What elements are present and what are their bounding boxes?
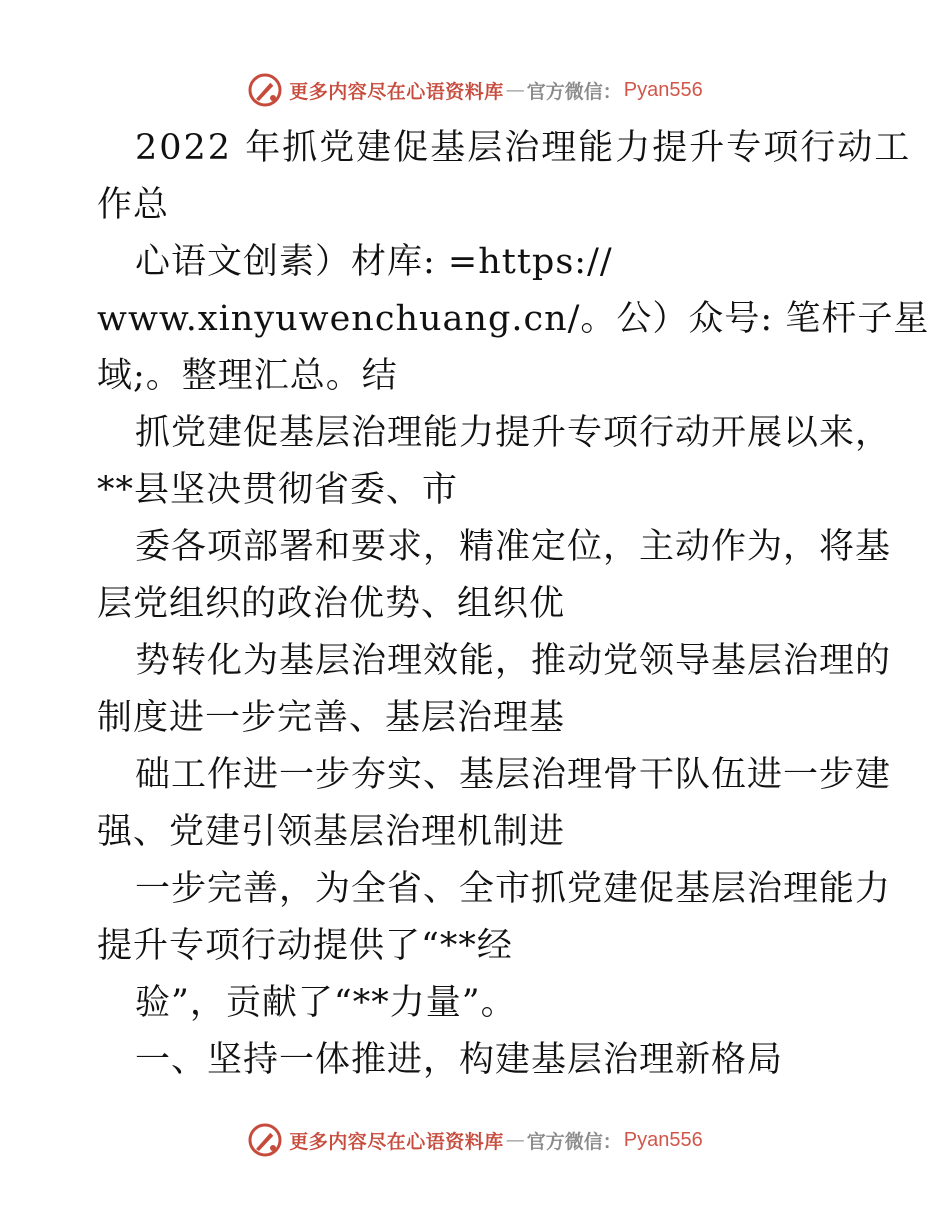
doc-line: 提升专项行动提供了“**经 bbox=[97, 926, 513, 966]
doc-line: 一步完善，为全省、全市抓党建促基层治理能力 bbox=[135, 869, 892, 909]
footer-watermark bbox=[0, 1120, 950, 1160]
watermark-wechat-id: Pyan556 bbox=[623, 1128, 703, 1151]
doc-line: 委各项部署和要求，精准定位，主动作为，将基 bbox=[135, 527, 892, 567]
watermark-separator: — bbox=[505, 1129, 525, 1151]
watermark-separator: — bbox=[505, 79, 525, 101]
doc-line: 势转化为基层治理效能，推动党领导基层治理的 bbox=[135, 641, 892, 681]
section-heading: 一、坚持一体推进，构建基层治理新格局 bbox=[135, 1040, 784, 1080]
doc-line: 制度进一步完善、基层治理基 bbox=[97, 698, 566, 738]
watermark-wechat-label: 官方微信： bbox=[526, 1130, 622, 1153]
doc-line: 心语文创素）材库: =https:// bbox=[135, 242, 613, 282]
document-body bbox=[97, 120, 930, 1089]
doc-title-line-cont: 作总 bbox=[97, 185, 170, 225]
watermark-library-text: 更多内容尽在心语资料库 bbox=[289, 80, 504, 103]
doc-line: 层党组织的政治优势、组织优 bbox=[97, 584, 566, 624]
header-watermark bbox=[0, 70, 950, 110]
watermark-wechat-label: 官方微信： bbox=[526, 80, 622, 103]
doc-line: **县坚决贯彻省委、市 bbox=[97, 470, 459, 510]
watermark-library-text: 更多内容尽在心语资料库 bbox=[289, 1130, 504, 1153]
doc-line: www.xinyuwenchuang.cn/。公）众号: 笔杆子星 bbox=[97, 299, 930, 339]
pen-nib-logo-icon bbox=[247, 72, 283, 108]
pen-nib-logo-icon bbox=[247, 1122, 283, 1158]
watermark-wechat-id: Pyan556 bbox=[623, 78, 703, 101]
doc-title-line: 2022 年抓党建促基层治理能力提升专项行动工 bbox=[135, 128, 912, 168]
doc-line: 域;。整理汇总。结 bbox=[97, 356, 398, 396]
doc-line: 抓党建促基层治理能力提升专项行动开展以来， bbox=[135, 413, 892, 453]
doc-line: 验”，贡献了“**力量”。 bbox=[135, 983, 517, 1023]
doc-line: 础工作进一步夯实、基层治理骨干队伍进一步建 bbox=[135, 755, 892, 795]
doc-line: 强、党建引领基层治理机制进 bbox=[97, 812, 566, 852]
